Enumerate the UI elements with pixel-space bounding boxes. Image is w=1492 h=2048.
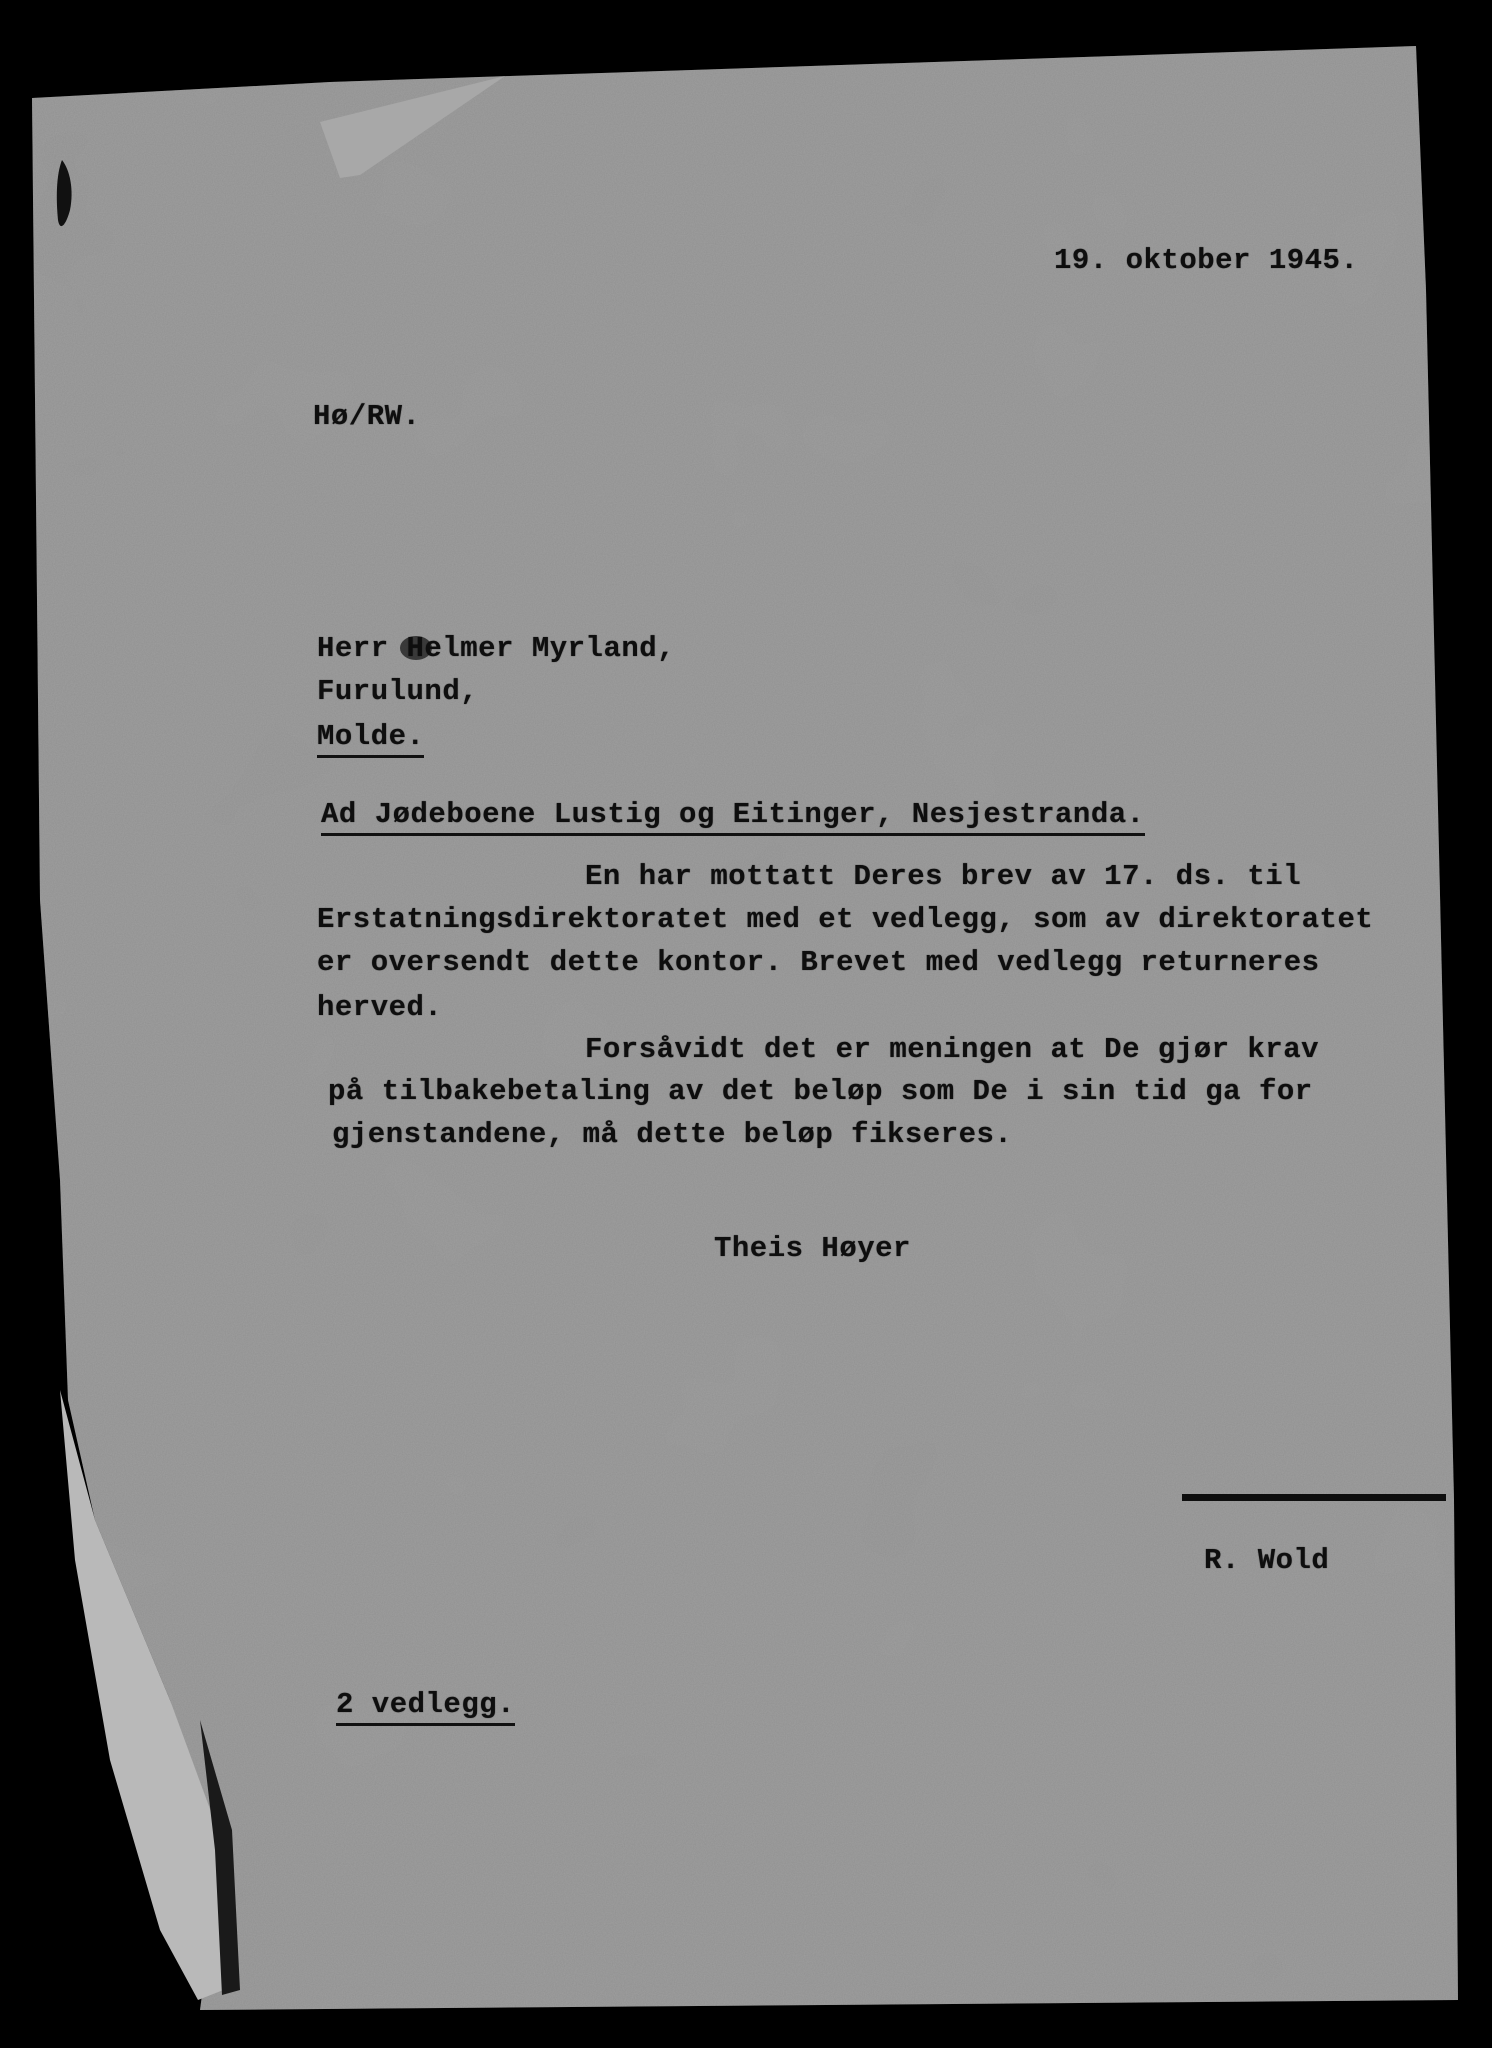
body-line: er oversendt dette kontor. Brevet med vedlegg returneres	[317, 946, 1320, 979]
signatory: Theis Høyer	[714, 1232, 911, 1265]
recipient-city: Molde.	[317, 720, 424, 758]
body-line: herved.	[317, 991, 443, 1024]
reference-code: Hø/RW.	[313, 400, 421, 433]
body-line: gjenstandene, må dette beløp fikseres.	[332, 1118, 1013, 1151]
body-line: En har mottatt Deres brev av 17. ds. til	[585, 860, 1302, 893]
body-line: Erstatningsdirektoratet med et vedlegg, som av direktoratet	[317, 903, 1374, 936]
body-line: på tilbakebetaling av det beløp som De i sin tid ga for	[328, 1075, 1313, 1108]
subject-line: Ad Jødeboene Lustig og Eitinger, Nesjestranda.	[321, 798, 1145, 836]
recipient-name: Herr Helmer Myrland,	[317, 632, 676, 665]
body-line: Forsåvidt det er meningen at De gjør krav	[585, 1033, 1320, 1066]
attachments-note: 2 vedlegg.	[336, 1688, 515, 1726]
letter-date: 19. oktober 1945.	[1054, 244, 1359, 277]
recipient-street: Furulund,	[317, 675, 479, 708]
second-signatory: R. Wold	[1204, 1544, 1330, 1577]
signature-line	[1182, 1494, 1446, 1501]
